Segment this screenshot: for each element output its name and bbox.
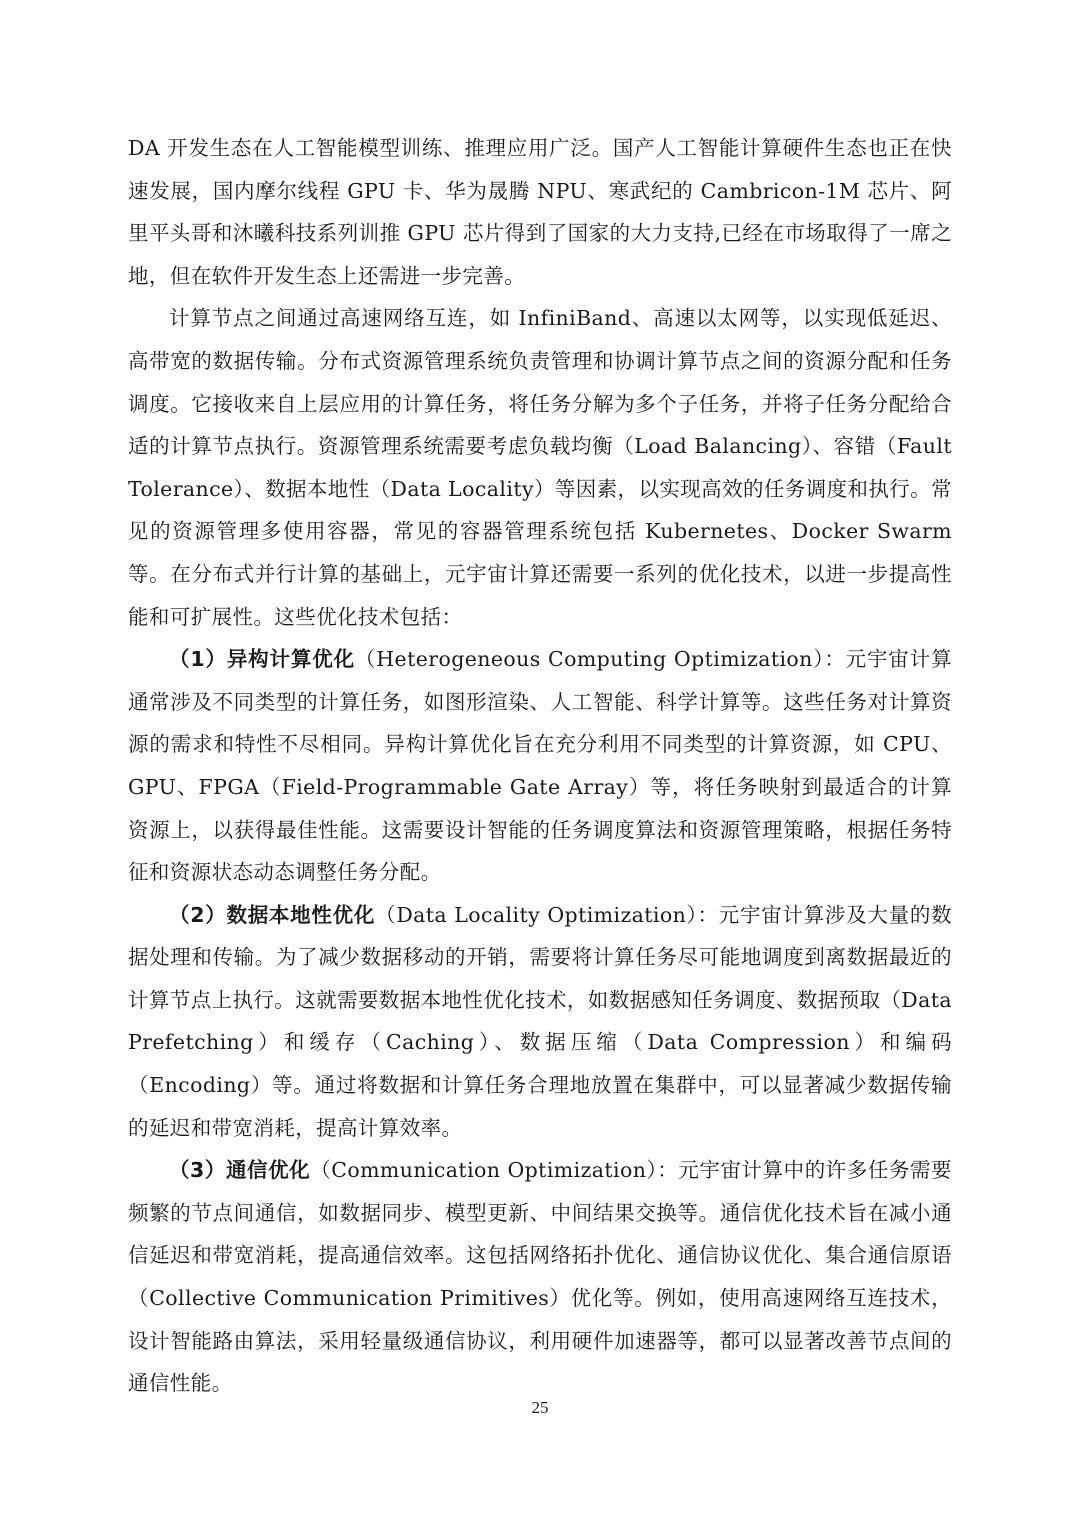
paragraph-text: （Data Locality Optimization）：元宇宙计算涉及大量的数据处理和传输。为了减少数据移动的开销，需要将计算任务尽可能地调度到离数据最近的计算节点上执行。这就需要数据本地性优化技术，如数据感知任务调度、数据预取（Data Prefetching）和缓存（Caching）、数据压缩（Data Compression）和编码（Encoding）等。通过将数据和计算任务合理地放置在集群中，可以显著减少数据传输的延迟和带宽消耗，提高计算效率。	[128, 902, 953, 1140]
paragraph-continuation	[128, 127, 952, 297]
section-heading: （1）异构计算优化	[169, 647, 355, 672]
paragraph-text: DA 开发生态在人工智能模型训练、推理应用广泛。国产人工智能计算硬件生态也正在快速发展，国内摩尔线程 GPU 卡、华为晟腾 NPU、寒武纪的 Cambricon-1M 芯片、阿里平头哥和沐曦科技系列训推 GPU 芯片得到了国家的大力支持,已经在市场取得了一席之地，但在软件开发生态上还需进一步完善。	[128, 136, 952, 288]
paragraph-text: 计算节点之间通过高速网络互连，如 InfiniBand、高速以太网等，以实现低延迟、高带宽的数据传输。分布式资源管理系统负责管理和协调计算节点之间的资源分配和任务调度。它接收来自上层应用的计算任务，将任务分解为多个子任务，并将子任务分配给合适的计算节点执行。资源管理系统需要考虑负载均衡（Load Balancing）、容错（Fault Tolerance）、数据本地性（Data Locality）等因素，以实现高效的任务调度和执行。常见的资源管理多使用容器，常见的容器管理系统包括 Kubernetes、Docker Swarm 等。在分布式并行计算的基础上，元宇宙计算还需要一系列的优化技术，以进一步提高性能和可扩展性。这些优化技术包括：	[128, 306, 952, 629]
paragraph-heterogeneous-optimization	[128, 638, 952, 894]
document-page	[128, 127, 952, 1405]
paragraph-data-locality-optimization	[128, 894, 952, 1150]
paragraph-text: （Communication Optimization）：元宇宙计算中的许多任务需要频繁的节点间通信，如数据同步、模型更新、中间结果交换等。通信优化技术旨在减小通信延迟和带宽消耗，提高通信效率。这包括网络拓扑优化、通信协议优化、集合通信原语（Collective Communication Primitives）优化等。例如，使用高速网络互连技术，设计智能路由算法，采用轻量级通信协议，利用硬件加速器等，都可以显著改善节点间的通信性能。	[128, 1158, 952, 1396]
section-heading: （3）通信优化	[169, 1158, 311, 1183]
paragraph-compute-nodes	[128, 297, 952, 638]
paragraph-text: （Heterogeneous Computing Optimization）：元宇宙计算通常涉及不同类型的计算任务，如图形渲染、人工智能、科学计算等。这些任务对计算资源的需求和特性不尽相同。异构计算优化旨在充分利用不同类型的计算资源，如 CPU、GPU、FPGA（Field-Programmable Gate Array）等，将任务映射到最适合的计算资源上，以获得最佳性能。这需要设计智能的任务调度算法和资源管理策略，根据任务特征和资源状态动态调整任务分配。	[128, 647, 952, 885]
section-heading: （2）数据本地性优化	[169, 902, 376, 927]
paragraph-communication-optimization	[128, 1149, 952, 1405]
page-number: 25	[531, 1398, 549, 1417]
